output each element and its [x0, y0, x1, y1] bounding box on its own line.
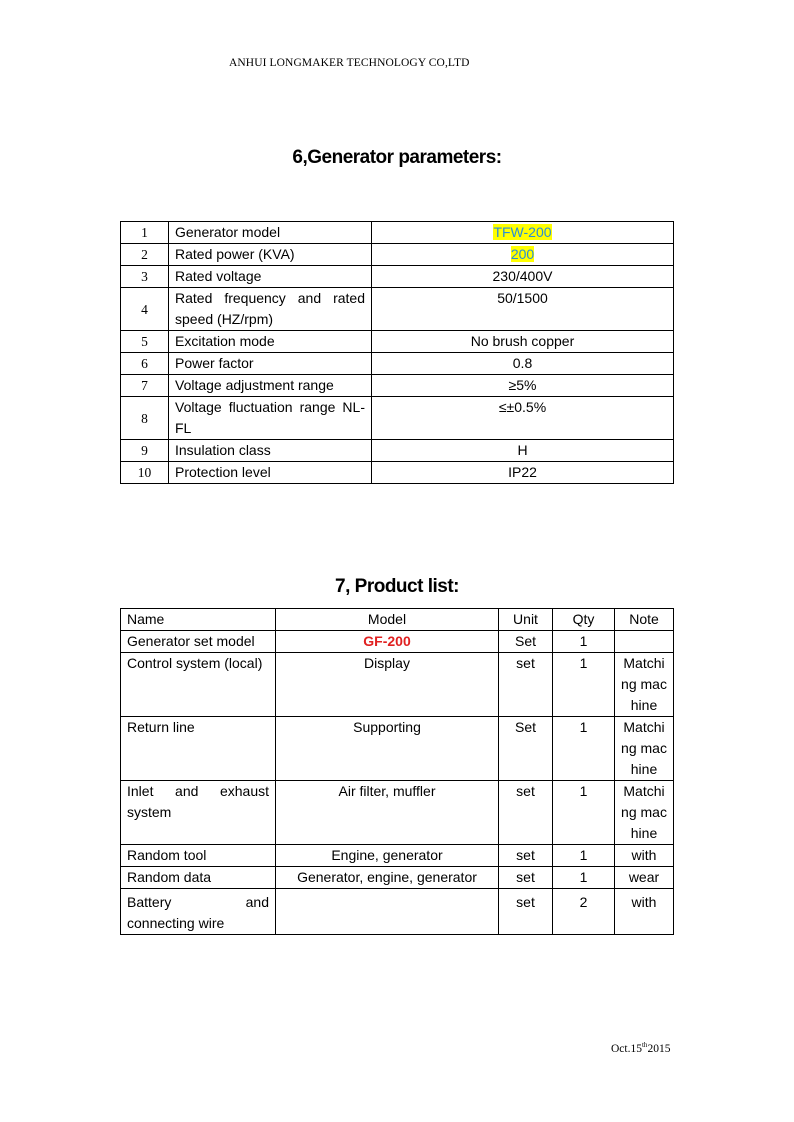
param-label: Power factor: [169, 353, 372, 375]
date-prefix: Oct.15: [611, 1043, 642, 1055]
product-note: wear: [615, 867, 674, 889]
row-number: 7: [121, 375, 169, 397]
product-model: [276, 631, 499, 653]
model-code: GF-200: [363, 633, 411, 649]
table-row: [121, 845, 674, 867]
row-number: 4: [121, 288, 169, 331]
param-label: Voltage fluctuation range NL-FL: [169, 397, 372, 440]
header-note: Note: [615, 609, 674, 631]
product-model: Generator, engine, generator: [276, 867, 499, 889]
product-qty: 1: [553, 631, 615, 653]
table-row: [121, 631, 674, 653]
row-number: 9: [121, 440, 169, 462]
product-note: with: [615, 889, 674, 935]
param-label: Rated voltage: [169, 266, 372, 288]
table-row: [121, 440, 674, 462]
table-row: [121, 653, 674, 717]
param-value: IP22: [372, 462, 674, 484]
product-qty: 1: [553, 867, 615, 889]
table-row: [121, 889, 674, 935]
product-unit: set: [499, 781, 553, 845]
table-row: [121, 288, 674, 331]
section-title-product-list: 7, Product list:: [335, 576, 459, 597]
product-unit: set: [499, 653, 553, 717]
param-value: 0.8: [372, 353, 674, 375]
highlighted-value: 200: [510, 246, 535, 262]
param-label: Generator model: [169, 222, 372, 244]
note-text: Matching machine: [621, 655, 667, 713]
param-value: ≥5%: [372, 375, 674, 397]
param-label: Rated frequency and rated speed (HZ/rpm): [169, 288, 372, 331]
section-title-generator-parameters: 6,Generator parameters:: [292, 147, 502, 168]
highlighted-value: TFW-200: [493, 224, 552, 240]
document-date: [611, 1041, 670, 1055]
table-row: [121, 266, 674, 288]
product-name: Random tool: [121, 845, 276, 867]
product-unit: set: [499, 845, 553, 867]
product-name: Inlet and exhaust system: [121, 781, 276, 845]
table-header-row: [121, 609, 674, 631]
table-row: [121, 331, 674, 353]
product-unit: set: [499, 867, 553, 889]
param-label: Protection level: [169, 462, 372, 484]
param-value: No brush copper: [372, 331, 674, 353]
table-row: [121, 397, 674, 440]
header-qty: Qty: [553, 609, 615, 631]
product-model: Air filter, muffler: [276, 781, 499, 845]
product-qty: 2: [553, 889, 615, 935]
table-row: [121, 462, 674, 484]
product-name: Random data: [121, 867, 276, 889]
product-model: Engine, generator: [276, 845, 499, 867]
header-model: Model: [276, 609, 499, 631]
param-label: Insulation class: [169, 440, 372, 462]
param-value: [372, 222, 674, 244]
table-row: [121, 781, 674, 845]
param-value: 230/400V: [372, 266, 674, 288]
table-row: [121, 222, 674, 244]
product-note: [615, 653, 674, 717]
product-model: Supporting: [276, 717, 499, 781]
product-name: Generator set model: [121, 631, 276, 653]
generator-parameters-table: [120, 221, 674, 484]
param-label: Rated power (KVA): [169, 244, 372, 266]
table-row: [121, 717, 674, 781]
row-number: 2: [121, 244, 169, 266]
table-row: [121, 353, 674, 375]
note-text: Matching machine: [621, 719, 667, 777]
row-number: 1: [121, 222, 169, 244]
table-row: [121, 244, 674, 266]
header-unit: Unit: [499, 609, 553, 631]
param-value: 50/1500: [372, 288, 674, 331]
param-value: [372, 244, 674, 266]
note-text: Matching machine: [621, 783, 667, 841]
product-model: Display: [276, 653, 499, 717]
row-number: 6: [121, 353, 169, 375]
product-unit: Set: [499, 717, 553, 781]
company-header: ANHUI LONGMAKER TECHNOLOGY CO,LTD: [229, 57, 470, 69]
product-note: [615, 781, 674, 845]
product-list-table: [120, 608, 674, 935]
product-model: [276, 889, 499, 935]
product-qty: 1: [553, 781, 615, 845]
param-value: ≤±0.5%: [372, 397, 674, 440]
table-row: [121, 867, 674, 889]
product-qty: 1: [553, 845, 615, 867]
row-number: 5: [121, 331, 169, 353]
product-unit: set: [499, 889, 553, 935]
param-value: H: [372, 440, 674, 462]
date-year: 2015: [647, 1043, 671, 1055]
product-qty: 1: [553, 653, 615, 717]
product-name: Return line: [121, 717, 276, 781]
product-note: [615, 631, 674, 653]
row-number: 8: [121, 397, 169, 440]
product-unit: Set: [499, 631, 553, 653]
product-name: Control system (local): [121, 653, 276, 717]
row-number: 10: [121, 462, 169, 484]
product-note: with: [615, 845, 674, 867]
param-label: Excitation mode: [169, 331, 372, 353]
date-suffix: th: [641, 1041, 648, 1049]
header-name: Name: [121, 609, 276, 631]
product-qty: 1: [553, 717, 615, 781]
table-row: [121, 375, 674, 397]
row-number: 3: [121, 266, 169, 288]
product-note: [615, 717, 674, 781]
product-name: Battery and connecting wire: [121, 889, 276, 935]
param-label: Voltage adjustment range: [169, 375, 372, 397]
